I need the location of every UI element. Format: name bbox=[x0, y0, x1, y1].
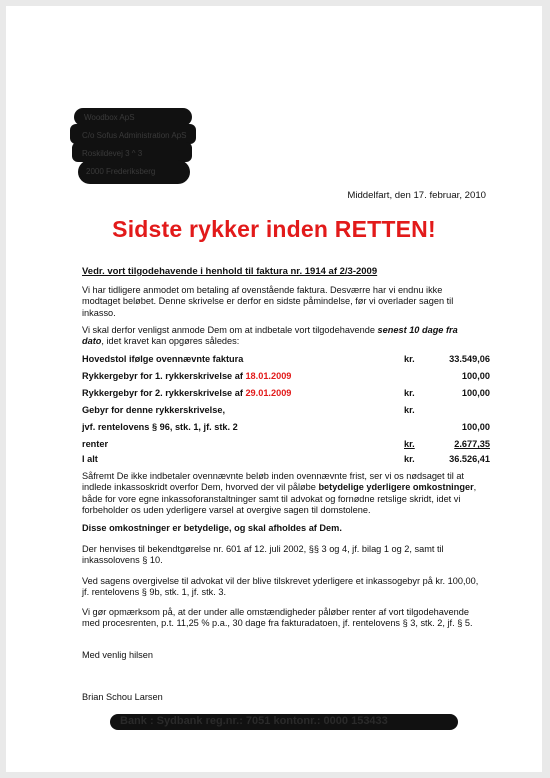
claim-currency: kr. bbox=[404, 388, 415, 398]
claim-amount: 100,00 bbox=[461, 371, 490, 381]
costs-warning: Disse omkostninger er betydelige, og skal afholdes af Dem. bbox=[82, 523, 342, 533]
bank-details: Bank : Sydbank reg.nr.: 7051 kontonr.: 0000 153433 bbox=[120, 715, 388, 727]
claim-label: jvf. rentelovens § 96, stk. 1, jf. stk. 2 bbox=[82, 422, 238, 432]
claim-amount: 33.549,06 bbox=[449, 354, 490, 364]
claim-amount: 2.677,35 bbox=[454, 439, 490, 449]
letter-date: Middelfart, den 17. februar, 2010 bbox=[347, 190, 486, 201]
claim-label: Gebyr for denne rykkerskrivelse, bbox=[82, 405, 225, 415]
closing: Med venlig hilsen bbox=[82, 650, 153, 660]
claim-row-total bbox=[82, 454, 490, 469]
recipient-line-4: 2000 Frederiksberg bbox=[86, 167, 156, 176]
claim-currency: kr. bbox=[404, 454, 415, 464]
claim-label: Rykkergebyr for 2. rykkerskrivelse af bbox=[82, 388, 246, 398]
payment-deadline: senest 10 dage fra dato bbox=[82, 325, 458, 347]
intro-paragraph: Vi har tidligere anmodet om betaling af ovenstående faktura. Desværre har vi endnu ikke modtaget beløbet. Denne skrivelse er derfor en sidste påmindelse, før vi overlader sagen til inkasso. bbox=[82, 285, 454, 318]
claim-row-legal-ref bbox=[82, 422, 490, 437]
claim-date: 18.01.2009 bbox=[245, 371, 292, 381]
letter-title: Sidste rykker inden RETTEN! bbox=[112, 216, 436, 242]
bank-details-redacted bbox=[110, 714, 458, 730]
claim-label: renter bbox=[82, 439, 109, 449]
recipient-line-2: C/o Sofus Administration ApS bbox=[82, 131, 187, 140]
recipient-line-1: Woodbox ApS bbox=[84, 113, 135, 122]
consequence-text: Såfremt De ikke indbetaler ovennævnte beløb inden ovennævnte frist, ser vi os nødsaget til at indlede inkassoskridt overfor Dem, hvorved der vil påløbe bbox=[82, 471, 464, 493]
claim-label-wrap bbox=[82, 388, 291, 398]
signature: Brian Schou Larsen bbox=[82, 692, 163, 702]
interest-paragraph: Vi gør opmærksom på, at der under alle omstændigheder påløber renter af vort tilgodehavende med procesrenten, p.t. 11,25 % p.a., 30 dage fra fakturadatoen, jf. rentelovens § 3, stk. 2, jf. § 5. bbox=[82, 607, 473, 629]
claim-amount: 100,00 bbox=[461, 388, 490, 398]
payment-request-text: Vi skal derfor venligst anmode Dem om at indbetale vort tilgodehavende bbox=[82, 325, 378, 335]
claim-currency: kr. bbox=[404, 439, 415, 449]
claim-row-reminder-1 bbox=[82, 371, 490, 386]
consequence-text-end: , både for vore egne inkassoforanstaltninger samt til advokat og fornødne retslige skridt, idet vi forbeholder os uden yderligere varsel at overgive sagen til domstolene. bbox=[82, 482, 477, 515]
claim-label: Hovedstol ifølge ovennævnte faktura bbox=[82, 354, 244, 364]
letter-page bbox=[6, 6, 542, 772]
payment-request-paragraph bbox=[82, 325, 482, 348]
claim-amount: 100,00 bbox=[461, 422, 490, 432]
claim-currency: kr. bbox=[404, 354, 415, 364]
claim-label: I alt bbox=[82, 454, 98, 464]
claim-label: Rykkergebyr for 1. rykkerskrivelse af bbox=[82, 371, 246, 381]
claim-row-reminder-2 bbox=[82, 388, 490, 403]
claim-row-this-reminder bbox=[82, 405, 490, 420]
payment-request-text-end: , idet kravet kan opgøres således: bbox=[101, 336, 240, 347]
consequence-emphasis: betydelige yderligere omkostninger bbox=[318, 482, 474, 493]
claim-currency: kr. bbox=[404, 405, 415, 415]
claim-date: 29.01.2009 bbox=[245, 388, 292, 398]
claim-row-interest bbox=[82, 439, 490, 454]
claim-amount: 36.526,41 bbox=[449, 454, 490, 464]
legal-reference-paragraph: Der henvises til bekendtgørelse nr. 601 af 12. juli 2002, §§ 3 og 4, jf. bilag 1 og 2, samt til inkassolovens § 10. bbox=[82, 544, 444, 566]
claim-label-wrap bbox=[82, 371, 291, 381]
letter-subject: Vedr. vort tilgodehavende i henhold til faktura nr. 1914 af 2/3-2009 bbox=[82, 266, 378, 277]
claim-row-principal bbox=[82, 354, 490, 369]
recipient-address-redacted bbox=[70, 104, 198, 188]
advocate-fee-paragraph: Ved sagens overgivelse til advokat vil der blive tilskrevet yderligere et inkassogebyr på kr. 100,00, jf. rentelovens § 9b, stk. 1, jf. stk. 3. bbox=[82, 576, 479, 598]
recipient-line-3: Roskildevej 3 ^ 3 bbox=[82, 149, 143, 158]
consequence-paragraph bbox=[82, 471, 482, 516]
